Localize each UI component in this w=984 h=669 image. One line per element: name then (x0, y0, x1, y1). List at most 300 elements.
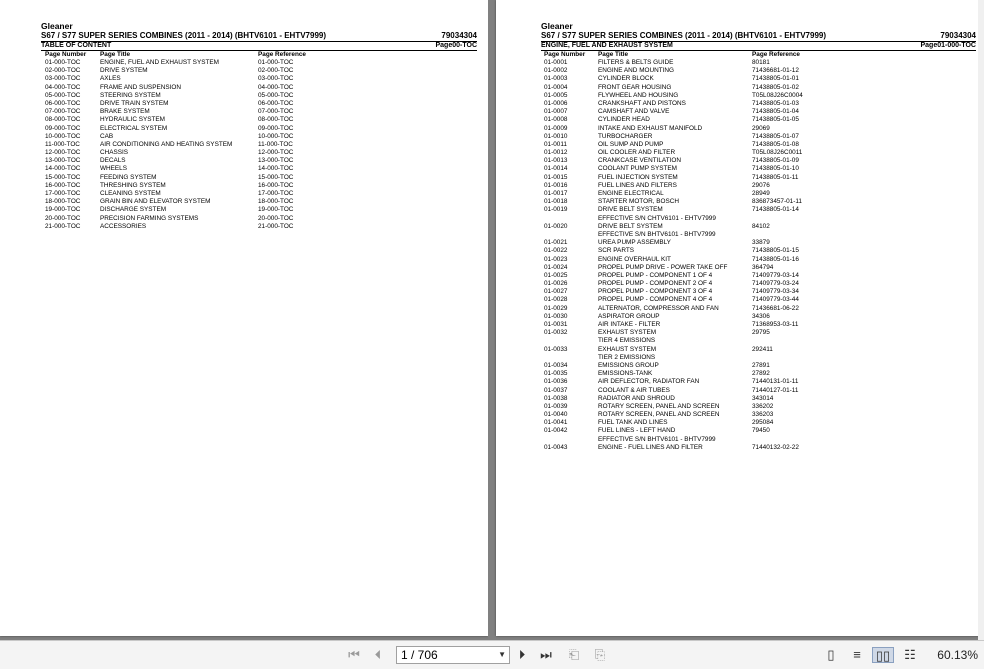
table-row (45, 100, 465, 108)
page-title-cell: AIR DEFLECTOR, RADIATOR FAN (598, 378, 700, 386)
back-view-icon[interactable]: ⎗ (568, 647, 580, 662)
table-row (544, 256, 974, 264)
page-number-cell: 01-0006 (544, 99, 568, 107)
page-title-cell: FLYWHEEL AND HOUSING (598, 91, 679, 99)
table-row (544, 239, 974, 247)
page-title-cell: CLEANING SYSTEM (100, 190, 161, 197)
page-number-cell: 01-0021 (544, 239, 568, 247)
page-title-cell: EXHAUST SYSTEM (598, 345, 657, 353)
page-reference-cell: 71440132-02-22 (752, 443, 799, 451)
page-reference-cell: 13-000-TOC (258, 157, 294, 165)
page-number-cell: 01-0009 (544, 124, 568, 132)
pdf-page-left (0, 0, 488, 636)
page-title-cell: CHASSIS (100, 149, 129, 157)
page-number-cell: 17-000-TOC (45, 190, 81, 197)
page-number-cell: 01-0007 (544, 108, 568, 116)
page-reference-cell: 71440131-01-11 (752, 378, 799, 386)
page-title-cell: EFFECTIVE S/N BHTV6101 - BHTV7999 (598, 230, 716, 238)
page-title-cell: FUEL TANK AND LINES (598, 419, 668, 427)
single-page-view-icon[interactable]: ▯ (827, 647, 835, 662)
page-title-cell: UREA PUMP ASSEMBLY (598, 239, 671, 247)
page-reference-cell: 29076 (752, 181, 770, 189)
table-row (544, 321, 974, 329)
table-row (544, 346, 974, 354)
page-number-cell: 01-0015 (544, 173, 568, 181)
page-reference-cell: 15-000-TOC (258, 173, 294, 181)
page-reference-cell: 71438805-01-09 (752, 157, 799, 165)
page-title-cell: AIR CONDITIONING AND HEATING SYSTEM (100, 140, 233, 148)
page-title-cell: ENGINE - FUEL LINES AND FILTER (598, 443, 703, 451)
page-reference-cell: 336202 (752, 402, 774, 410)
table-row (544, 387, 974, 395)
page-title-cell: EFFECTIVE S/N BHTV6101 - BHTV7999 (598, 435, 716, 443)
page-number-cell: 01-0031 (544, 321, 568, 328)
table-row (45, 125, 465, 133)
page-title-cell: GRAIN BIN AND ELEVATOR SYSTEM (100, 198, 211, 206)
page-reference-cell: 71438805-01-03 (752, 99, 799, 107)
page-number-cell: 03-000-TOC (45, 75, 81, 83)
table-row (544, 411, 974, 419)
page-number-cell: 01-0005 (544, 91, 568, 99)
zoom-level[interactable]: 60.13% (937, 648, 978, 662)
table-row (544, 231, 974, 239)
page-reference-cell: 03-000-TOC (258, 75, 294, 83)
page-number-cell: 15-000-TOC (45, 173, 81, 181)
table-row (45, 149, 465, 157)
page-reference-cell: 71409779-03-14 (752, 271, 799, 279)
page-number-cell: 01-0042 (544, 427, 568, 435)
page-number-cell: 01-0010 (544, 132, 568, 140)
section-title: TABLE OF CONTENT (41, 42, 112, 49)
table-row (544, 370, 974, 378)
page-title-cell: TIER 4 EMISSIONS (598, 337, 656, 345)
page-number-cell: 14-000-TOC (45, 165, 81, 173)
page-number-cell: 01-0004 (544, 83, 568, 91)
col-header-page-number: Page Number (544, 51, 586, 58)
page-number-cell: 20-000-TOC (45, 214, 81, 222)
page-number-cell: 01-0023 (544, 255, 568, 263)
section-title: ENGINE, FUEL AND EXHAUST SYSTEM (541, 42, 673, 49)
page-reference-label: Page01-000-TOC (920, 42, 976, 49)
page-number-cell: 01-0038 (544, 394, 568, 402)
page-title-cell: DECALS (100, 157, 126, 165)
page-title-cell: CRANKCASE VENTILATION (598, 157, 681, 165)
page-title-cell: PRECISION FARMING SYSTEMS (100, 214, 199, 222)
table-row (544, 206, 974, 214)
col-header-page-number: Page Number (45, 51, 87, 58)
page-reference-cell: 04-000-TOC (258, 83, 294, 91)
brand-label: Gleaner (41, 21, 73, 31)
page-title-cell: FRAME AND SUSPENSION (100, 83, 181, 91)
page-reference-cell: 17-000-TOC (258, 190, 294, 197)
table-row (544, 174, 974, 182)
page-title-cell: PROPEL PUMP DRIVE - POWER TAKE OFF (598, 263, 728, 271)
table-row (544, 133, 974, 141)
page-title-cell: ALTERNATOR, COMPRESSOR AND FAN (598, 304, 719, 312)
page-reference-cell: 18-000-TOC (258, 198, 294, 206)
page-reference-cell: 71409779-03-44 (752, 296, 799, 304)
table-row (544, 264, 974, 272)
toc-table-left (45, 59, 465, 231)
page-reference-cell: 836873457-01-11 (752, 198, 802, 206)
page-reference-cell: 71438805-01-02 (752, 83, 799, 91)
table-row (544, 403, 974, 411)
page-title-cell: CAMSHAFT AND VALVE (598, 108, 670, 116)
table-row (544, 92, 974, 100)
table-row (544, 108, 974, 116)
page-reference-cell: 71438805-01-10 (752, 165, 799, 173)
page-reference-cell: 71438805-01-14 (752, 206, 799, 214)
table-row (45, 190, 465, 198)
page-number-cell: 01-0020 (544, 222, 568, 230)
page-title-cell: DRIVE SYSTEM (100, 67, 148, 75)
page-reference-cell: 71438805-01-01 (752, 75, 799, 83)
page-reference-cell: 21-000-TOC (258, 222, 294, 230)
table-row (544, 125, 974, 133)
page-reference-cell: 71368953-03-11 (752, 321, 799, 328)
col-header-page-reference: Page Reference (752, 51, 800, 58)
page-title-cell: INTAKE AND EXHAUST MANIFOLD (598, 124, 703, 132)
page-title-cell: BRAKE SYSTEM (100, 108, 150, 116)
page-reference-cell: 27892 (752, 370, 770, 378)
two-page-continuous-view-icon[interactable]: ☷ (904, 647, 916, 662)
page-number-cell: 01-0035 (544, 370, 568, 378)
page-title-cell: PROPEL PUMP - COMPONENT 4 OF 4 (598, 296, 713, 304)
page-title-cell: EMISSIONS-TANK (598, 370, 653, 378)
table-row (544, 337, 974, 345)
page-title-cell: STEERING SYSTEM (100, 91, 161, 99)
page-number-cell: 01-0029 (544, 304, 568, 312)
table-row (45, 198, 465, 206)
page-title-cell: STARTER MOTOR, BOSCH (598, 198, 679, 206)
page-reference-cell: 12-000-TOC (258, 149, 294, 157)
table-row (544, 354, 974, 362)
page-reference-cell: 01-000-TOC (258, 59, 294, 66)
page-reference-cell: 27891 (752, 361, 770, 369)
page-reference-cell: 71438805-01-05 (752, 116, 799, 124)
table-row (45, 215, 465, 223)
page-number-cell: 01-0037 (544, 386, 568, 394)
table-row (544, 75, 974, 83)
page-reference-cell: 71438805-01-16 (752, 255, 799, 263)
table-row (544, 223, 974, 231)
table-row (544, 84, 974, 92)
table-row (544, 149, 974, 157)
page-number-cell: 01-0034 (544, 361, 568, 369)
page-reference-cell: 02-000-TOC (258, 67, 294, 75)
page-number-cell: 01-0032 (544, 329, 568, 337)
table-row (544, 296, 974, 304)
col-header-page-title: Page Title (100, 51, 131, 58)
table-row (45, 75, 465, 83)
page-number-cell: 01-0041 (544, 419, 568, 427)
page-number-cell: 06-000-TOC (45, 99, 81, 107)
table-row (45, 84, 465, 92)
table-row (544, 215, 974, 223)
page-reference-cell: 71438805-01-15 (752, 247, 799, 255)
table-row (45, 108, 465, 116)
page-reference-cell: 28949 (752, 190, 770, 197)
page-title-cell: OIL COOLER AND FILTER (598, 149, 676, 157)
page-title-cell: RADIATOR AND SHROUD (598, 394, 675, 402)
page-title-cell: ENGINE OVERHAUL KIT (598, 255, 671, 263)
table-row (544, 329, 974, 337)
page-reference-cell: 292411 (752, 345, 773, 353)
page-reference-label: Page00-TOC (435, 42, 477, 49)
col-header-page-title: Page Title (598, 51, 629, 58)
page-number-cell: 01-0033 (544, 345, 568, 353)
table-row (544, 444, 974, 452)
table-row (544, 313, 974, 321)
table-row (544, 182, 974, 190)
page-title-cell: ROTARY SCREEN, PANEL AND SCREEN (598, 411, 720, 419)
last-page-icon[interactable]: ⏭ (540, 647, 552, 662)
page-number-cell: 01-0036 (544, 378, 568, 386)
page-number-cell: 01-0027 (544, 288, 568, 296)
page-title-cell: ASPIRATOR GROUP (598, 312, 660, 320)
page-gap (488, 0, 496, 640)
first-page-icon[interactable]: ⏮ (348, 647, 360, 662)
table-row (544, 280, 974, 288)
page-number-input[interactable] (396, 646, 510, 664)
page-title-cell: EMISSIONS GROUP (598, 361, 659, 369)
page-reference-cell: 71438805-01-07 (752, 132, 799, 140)
page-title-cell: FUEL LINES - LEFT HAND (598, 427, 676, 435)
page-reference-cell: 06-000-TOC (258, 99, 294, 107)
page-indicator-text: 1 / 706 (401, 648, 438, 662)
table-row (544, 141, 974, 149)
page-reference-cell: 29795 (752, 329, 770, 337)
page-number-cell: 01-0003 (544, 75, 568, 83)
page-number-cell: 01-0014 (544, 165, 568, 173)
page-reference-cell: 05-000-TOC (258, 91, 294, 99)
page-title-cell: ELECTRICAL SYSTEM (100, 124, 168, 132)
page-number-cell: 01-0018 (544, 198, 568, 206)
page-reference-cell: 33879 (752, 239, 770, 247)
table-row (45, 92, 465, 100)
page-number-cell: 01-0030 (544, 312, 568, 320)
page-title-cell: OIL SUMP AND PUMP (598, 140, 664, 148)
page-reference-cell: 34306 (752, 312, 770, 320)
page-number-cell: 18-000-TOC (45, 198, 81, 206)
page-reference-cell: 08-000-TOC (258, 116, 294, 124)
page-reference-cell: 364794 (752, 263, 774, 271)
page-reference-cell: 84102 (752, 222, 770, 230)
table-row (544, 190, 974, 198)
table-row (544, 288, 974, 296)
page-reference-cell: 16-000-TOC (258, 181, 294, 189)
page-title-cell: AXLES (100, 75, 121, 83)
document-title: S67 / S77 SUPER SERIES COMBINES (2011 - 2014) (BHTV6101 - EHTV7999) (41, 31, 327, 40)
page-reference-cell: 336203 (752, 411, 774, 419)
page-title-cell: SCR PARTS (598, 247, 634, 255)
page-reference-cell: 343014 (752, 394, 774, 402)
table-row (544, 427, 974, 435)
page-number-cell: 16-000-TOC (45, 181, 81, 189)
page-title-cell: CYLINDER HEAD (598, 116, 650, 124)
document-number: 79034304 (441, 31, 477, 40)
table-row (45, 206, 465, 214)
page-number-cell: 01-0012 (544, 149, 568, 157)
page-number-cell: 21-000-TOC (45, 222, 81, 230)
table-row (45, 182, 465, 190)
page-title-cell: COOLANT & AIR TUBES (598, 386, 670, 394)
page-number-cell: 01-0019 (544, 206, 568, 214)
page-number-cell: 01-0028 (544, 296, 568, 304)
page-title-cell: ENGINE ELECTRICAL (598, 190, 664, 197)
table-row (45, 157, 465, 165)
page-title-cell: DRIVE TRAIN SYSTEM (100, 99, 169, 107)
table-row (544, 305, 974, 313)
page-reference-cell: 10-000-TOC (258, 132, 294, 140)
table-row (544, 247, 974, 255)
page-number-cell: 01-0008 (544, 116, 568, 124)
page-number-cell: 01-0002 (544, 67, 568, 75)
page-number-cell: 05-000-TOC (45, 91, 81, 99)
page-reference-cell: 71438805-01-04 (752, 108, 799, 116)
page-title-cell: TURBOCHARGER (598, 132, 653, 140)
page-number-cell: 11-000-TOC (45, 140, 80, 148)
page-title-cell: ENGINE, FUEL AND EXHAUST SYSTEM (100, 59, 219, 66)
page-number-cell: 01-0026 (544, 280, 568, 288)
page-title-cell: ENGINE AND MOUNTING (598, 67, 674, 75)
table-row (544, 362, 974, 370)
page-title-cell: PROPEL PUMP - COMPONENT 3 OF 4 (598, 288, 713, 296)
table-row (544, 100, 974, 108)
page-title-cell: FILTERS & BELTS GUIDE (598, 59, 674, 66)
table-row (544, 395, 974, 403)
toc-table-right (544, 59, 974, 452)
page-title-cell: EFFECTIVE S/N CHTV6101 - EHTV7999 (598, 214, 716, 222)
page-title-cell: PROPEL PUMP - COMPONENT 2 OF 4 (598, 280, 713, 288)
continuous-view-icon[interactable]: ≡ (853, 647, 861, 662)
page-title-cell: CRANKSHAFT AND PISTONS (598, 99, 686, 107)
table-row (45, 165, 465, 173)
page-number-cell: 10-000-TOC (45, 132, 81, 140)
page-number-cell: 01-0017 (544, 190, 568, 197)
page-number-cell: 01-0016 (544, 181, 568, 189)
page-reference-cell: 14-000-TOC (258, 165, 294, 173)
table-row (544, 116, 974, 124)
page-number-cell: 01-0022 (544, 247, 568, 255)
table-row (45, 116, 465, 124)
document-title: S67 / S77 SUPER SERIES COMBINES (2011 - 2014) (BHTV6101 - EHTV7999) (541, 31, 827, 40)
table-row (544, 165, 974, 173)
vertical-scrollbar[interactable] (978, 0, 984, 640)
page-title-cell: ACCESSORIES (100, 222, 147, 230)
page-number-cell: 01-0039 (544, 402, 568, 410)
table-row (45, 59, 465, 67)
viewer-toolbar (0, 640, 984, 669)
table-row (544, 272, 974, 280)
page-reference-cell: 11-000-TOC (258, 140, 293, 148)
page-reference-cell: 71409779-03-34 (752, 288, 799, 296)
page-number-cell: 08-000-TOC (45, 116, 81, 124)
page-reference-cell: 295084 (752, 419, 774, 427)
pdf-page-right (496, 0, 984, 636)
page-number-cell: 01-0043 (544, 443, 568, 451)
page-reference-cell: 80181 (752, 59, 770, 66)
page-reference-cell: 20-000-TOC (258, 214, 294, 222)
page-title-cell: FUEL LINES AND FILTERS (598, 181, 677, 189)
table-row (544, 419, 974, 427)
page-number-cell: 02-000-TOC (45, 67, 81, 75)
page-number-cell: 01-0011 (544, 140, 567, 148)
col-header-page-reference: Page Reference (258, 51, 306, 58)
page-title-cell: DRIVE BELT SYSTEM (598, 222, 663, 230)
page-number-cell: 01-0001 (544, 59, 568, 66)
page-title-cell: ROTARY SCREEN, PANEL AND SCREEN (598, 402, 720, 410)
page-reference-cell: 71436681-06-22 (752, 304, 799, 312)
page-reference-cell: 71440127-01-11 (752, 386, 799, 394)
page-number-cell: 01-000-TOC (45, 59, 81, 66)
page-title-cell: FUEL INJECTION SYSTEM (598, 173, 678, 181)
table-row (45, 67, 465, 75)
chevron-down-icon[interactable]: ▼ (498, 650, 506, 659)
document-number: 79034304 (940, 31, 976, 40)
page-title-cell: COOLANT PUMP SYSTEM (598, 165, 677, 173)
page-reference-cell: 09-000-TOC (258, 124, 294, 132)
brand-label: Gleaner (541, 21, 573, 31)
table-row (544, 59, 974, 67)
forward-view-icon[interactable]: ⎘ (594, 647, 606, 662)
page-title-cell: THRESHING SYSTEM (100, 181, 166, 189)
table-row (544, 198, 974, 206)
next-page-icon[interactable]: ⏵ (518, 647, 526, 662)
two-page-view-icon[interactable]: ▯▯ (872, 647, 894, 663)
page-title-cell: EXHAUST SYSTEM (598, 329, 657, 337)
page-number-cell: 01-0013 (544, 157, 568, 165)
page-title-cell: AIR INTAKE - FILTER (598, 321, 661, 328)
page-title-cell: PROPEL PUMP - COMPONENT 1 OF 4 (598, 271, 713, 279)
page-number-cell: 12-000-TOC (45, 149, 81, 157)
page-reference-cell: 71438805-01-08 (752, 140, 799, 148)
page-title-cell: CAB (100, 132, 114, 140)
page-title-cell: WHEELS (100, 165, 127, 173)
table-row (544, 67, 974, 75)
table-row (544, 378, 974, 386)
page-number-cell: 09-000-TOC (45, 124, 81, 132)
table-row (45, 174, 465, 182)
page-number-cell: 07-000-TOC (45, 108, 81, 116)
page-reference-cell: 79450 (752, 427, 770, 435)
page-reference-cell: 71436681-01-12 (752, 67, 799, 75)
page-number-cell: 13-000-TOC (45, 157, 81, 165)
page-number-cell: 01-0024 (544, 263, 568, 271)
table-row (45, 223, 465, 231)
table-row (544, 157, 974, 165)
page-number-cell: 01-0040 (544, 411, 568, 419)
page-reference-cell: 71438805-01-11 (752, 173, 799, 181)
page-number-cell: 04-000-TOC (45, 83, 81, 91)
page-reference-cell: 07-000-TOC (258, 108, 294, 116)
page-reference-cell: 71409779-03-24 (752, 280, 799, 288)
page-title-cell: DISCHARGE SYSTEM (100, 206, 167, 214)
page-title-cell: CYLINDER BLOCK (598, 75, 654, 83)
prev-page-icon[interactable]: ⏴ (374, 647, 382, 662)
page-title-cell: DRIVE BELT SYSTEM (598, 206, 663, 214)
page-title-cell: FRONT GEAR HOUSING (598, 83, 672, 91)
page-title-cell: TIER 2 EMISSIONS (598, 353, 656, 361)
page-reference-cell: T05L08J26C0011 (752, 149, 803, 157)
table-row (45, 141, 465, 149)
page-reference-cell: 29069 (752, 124, 770, 132)
page-title-cell: HYDRAULIC SYSTEM (100, 116, 165, 124)
table-row (45, 133, 465, 141)
table-row (544, 436, 974, 444)
page-title-cell: FEEDING SYSTEM (100, 173, 157, 181)
page-reference-cell: T05L08J26C0004 (752, 91, 803, 99)
